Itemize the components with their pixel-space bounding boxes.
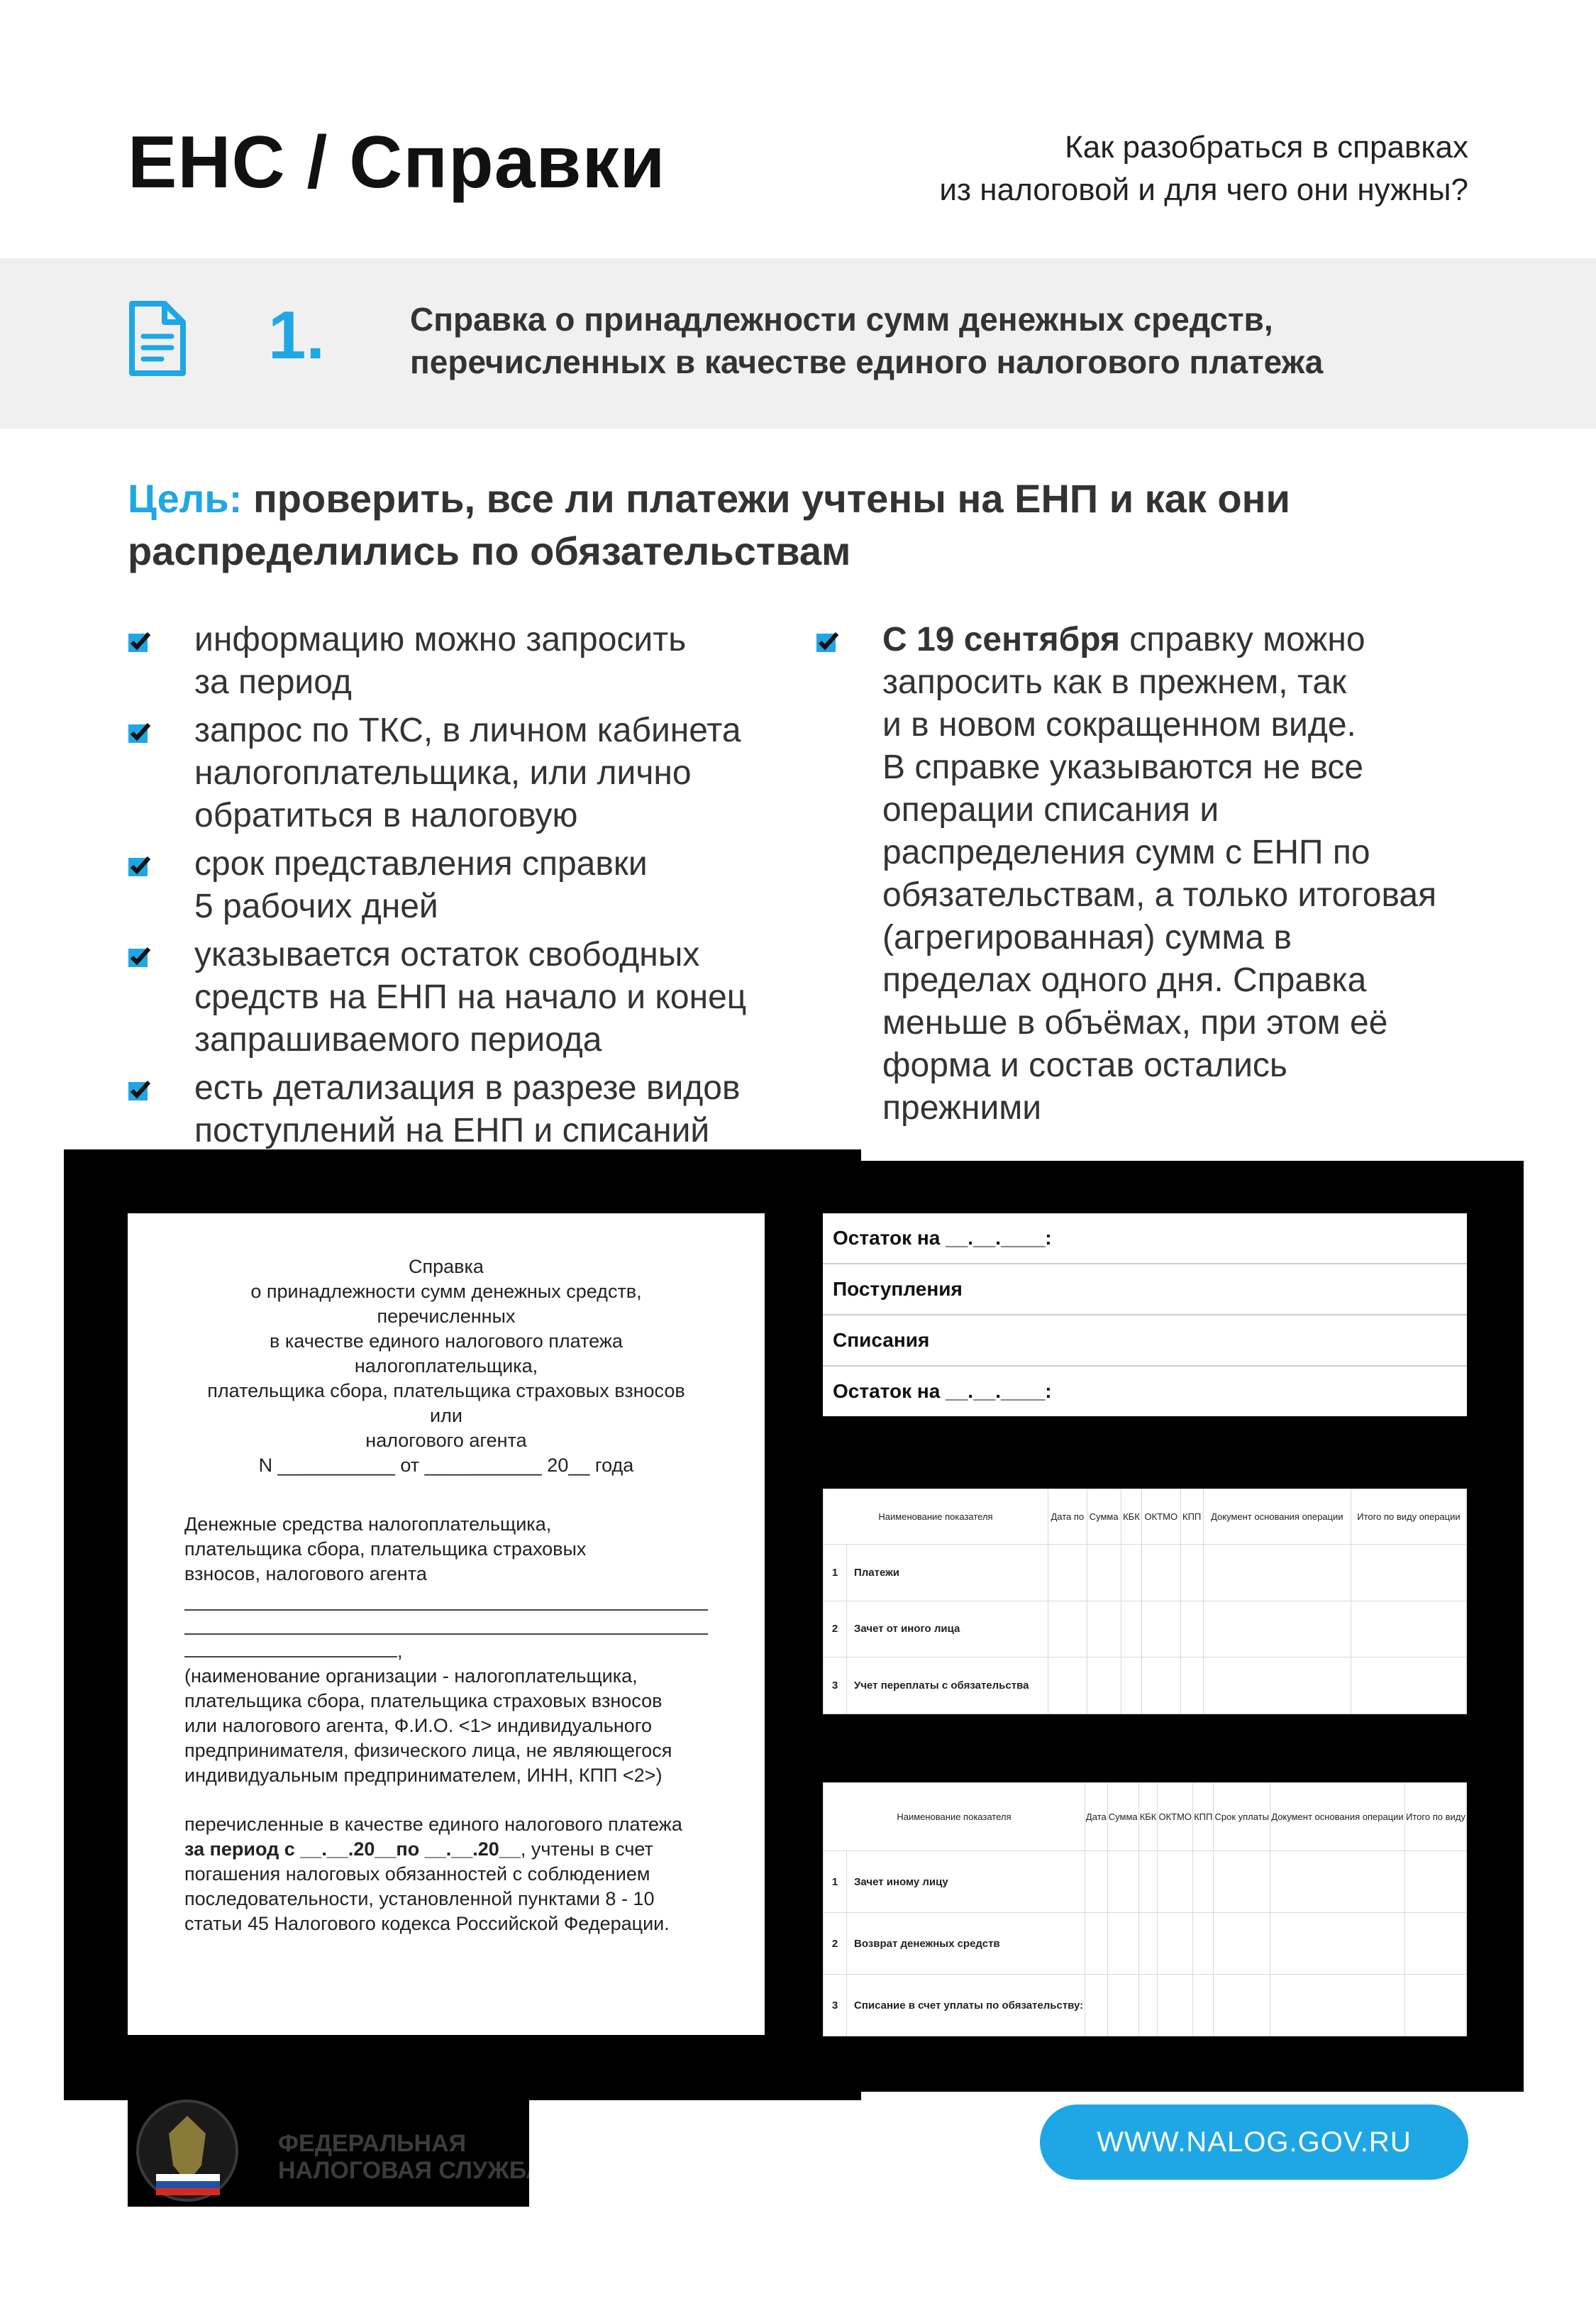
list-item-text: за период: [194, 663, 352, 701]
checkbox-checked-icon: [128, 631, 150, 653]
form-text: или налогового агента, Ф.И.О. <1> индивидуального: [184, 1715, 653, 1736]
form-heading-line: или: [430, 1405, 462, 1426]
form-heading-line: налогоплательщика,: [354, 1355, 538, 1377]
list-item-text: 5 рабочих дней: [194, 888, 438, 925]
list-item: [128, 710, 809, 837]
row-number: 3: [824, 1657, 847, 1714]
column-header: Срок уплаты: [1214, 1783, 1270, 1851]
checkbox-checked-icon: [128, 856, 150, 877]
form-heading-line: налогового агента: [365, 1430, 527, 1451]
table-row: [824, 1657, 1467, 1714]
row-label: Платежи: [847, 1545, 1048, 1601]
form-text: перечисленные в качестве единого налогового платежа: [184, 1814, 682, 1835]
form-heading-line: Справка: [409, 1256, 484, 1277]
form-text: плательщика сбора, плательщика страховых: [184, 1538, 587, 1560]
column-header: КПП: [1180, 1489, 1203, 1545]
fill-line: [184, 1589, 708, 1611]
list-item-text: меньше в объёмах, при этом её: [882, 1004, 1388, 1042]
list-item-text: указывается остаток свободных: [194, 936, 700, 973]
column-header: ОКТМО: [1158, 1783, 1193, 1851]
svg-text:ФЕДЕРАЛЬНАЯ: ФЕДЕРАЛЬНАЯ: [278, 2130, 467, 2157]
list-item-text: операции списания и: [882, 791, 1219, 829]
date-highlight: С 19 сентября: [882, 621, 1120, 658]
row-number: 2: [824, 1601, 847, 1657]
form-text: погашения налоговых обязанностей с соблюдением: [184, 1863, 650, 1885]
table-row: [824, 1601, 1467, 1657]
column-header: Наименование показателя: [824, 1783, 1085, 1851]
balance-row: Списания: [823, 1315, 1467, 1367]
row-label: Учет переплаты с обязательства: [847, 1657, 1048, 1714]
list-item: [128, 843, 809, 928]
column-header: Итого по виду: [1404, 1783, 1466, 1851]
left-checklist: [128, 619, 809, 1201]
certificate-form: [128, 1213, 765, 2035]
form-heading-line: о принадлежности сумм денежных средств,: [250, 1281, 642, 1302]
goal-label: Цель:: [128, 476, 243, 521]
form-body: Денежные средства налогоплательщика, плательщика сбора, плательщика страховых взносов, налогового агента , (наименование организации - налогоплательщика, плательщика сбора, плательщика страховых взносов или налогового агента, Ф.И.О. <1> индивидуального предпринимателя, физического лица, не являющегося индивидуальным предпринимателем, ИНН, КПП <2>) перечисленные в качестве единого налогового платежа за период с __.__.20__по __.__.20__, учтены в счет погашения налоговых обязанностей с соблюдением последовательности, установленной пунктами 8 - 10 статьи 45 Налогового кодекса Российской Федерации.: [128, 1512, 765, 1936]
column-header: ОКТМО: [1142, 1489, 1180, 1545]
form-number-line: N ___________ от ___________ 20__ года: [258, 1455, 634, 1476]
list-item-text: (агрегированная) сумма в: [882, 919, 1292, 956]
list-item-text: прежними: [882, 1089, 1042, 1127]
form-text: индивидуальным предпринимателем, ИНН, КПП <2>): [184, 1765, 663, 1786]
column-header: Итого по виду операции: [1351, 1489, 1466, 1545]
form-heading-line: перечисленных: [377, 1306, 516, 1327]
list-item-text: обязательствам, а только итоговая: [882, 876, 1437, 914]
table-row: [824, 1975, 1467, 2036]
fns-logo: [128, 2095, 529, 2207]
list-item-text: распределения сумм с ЕНП по: [882, 834, 1370, 871]
step-title-line: перечисленных в качестве единого налогового платежа: [410, 343, 1324, 380]
website-link[interactable]: WWW.NALOG.GOV.RU: [1040, 2104, 1468, 2180]
column-header: Сумма: [1087, 1489, 1121, 1545]
list-item-text: справку можно: [1119, 621, 1365, 658]
list-item-text: запрос по ТКС, в личном кабинета: [194, 712, 741, 749]
row-number: 1: [824, 1545, 847, 1601]
column-header: КПП: [1193, 1783, 1214, 1851]
form-text: плательщика сбора, плательщика страховых взносов: [184, 1690, 663, 1711]
list-item-text: средств на ЕНП на начало и конец: [194, 978, 747, 1016]
column-header: Документ основания операции: [1203, 1489, 1351, 1545]
subtitle-line: Как разобраться в справках: [1065, 130, 1468, 165]
list-item: [128, 934, 809, 1061]
column-header: Дата по: [1048, 1489, 1087, 1545]
goal-text: распределились по обязательствам: [128, 529, 851, 573]
row-label: Зачет иному лицу: [847, 1851, 1085, 1913]
form-heading-line: плательщика сбора, плательщика страховых взносов: [207, 1380, 685, 1401]
page-subtitle: [830, 126, 1468, 211]
step-title: [410, 298, 1517, 383]
receipts-table: [823, 1489, 1467, 1714]
form-text: предпринимателя, физического лица, не являющегося: [184, 1740, 672, 1761]
row-label: Списание в счет уплаты по обязательству:: [847, 1975, 1085, 2036]
list-item-text: есть детализация в разрезе видов: [194, 1069, 741, 1107]
column-header: КБК: [1121, 1489, 1141, 1545]
emblem-icon: [128, 2095, 529, 2207]
list-item-text: В справке указываются не все: [882, 749, 1364, 786]
list-item: [128, 619, 809, 704]
checkbox-checked-icon: [816, 631, 838, 653]
list-item-text: запрашиваемого периода: [194, 1021, 602, 1059]
form-heading: [128, 1254, 765, 1478]
form-period: за период с __.__.20__по __.__.20__: [184, 1838, 521, 1860]
balance-row: Поступления: [823, 1264, 1467, 1315]
table-row: [824, 1913, 1467, 1975]
page-title: ЕНС / Справки: [128, 121, 666, 204]
balance-row: Остаток на __.__.____:: [833, 1380, 1052, 1402]
list-item-text: срок представления справки: [194, 845, 648, 883]
fill-line: [184, 1613, 708, 1635]
checkbox-checked-icon: [128, 1080, 150, 1101]
row-number: 2: [824, 1913, 847, 1975]
column-header: Сумма: [1107, 1783, 1138, 1851]
row-label: Зачет от иного лица: [847, 1601, 1048, 1657]
list-item-text: запросить как в прежнем, так: [882, 663, 1347, 701]
table-row: [824, 1851, 1467, 1913]
balance-table: [823, 1213, 1467, 1416]
document-icon: [128, 299, 187, 377]
row-number: 1: [824, 1851, 847, 1913]
step-number: 1.: [268, 297, 326, 373]
form-heading-line: в качестве единого налогового платежа: [270, 1330, 623, 1352]
fill-line: [184, 1638, 397, 1657]
column-header: Документ основания операции: [1270, 1783, 1405, 1851]
column-header: Наименование показателя: [824, 1489, 1048, 1545]
form-text: взносов, налогового агента: [184, 1563, 427, 1584]
list-item-text: пределах одного дня. Справка: [882, 961, 1367, 999]
list-item-text: информацию можно запросить: [194, 621, 687, 658]
column-header: КБК: [1138, 1783, 1158, 1851]
list-item-text: форма и состав остались: [882, 1047, 1287, 1084]
column-header: Дата: [1085, 1783, 1107, 1851]
list-item-text: поступлений на ЕНП и списаний: [194, 1112, 710, 1149]
checkbox-checked-icon: [128, 722, 150, 744]
list-item: [816, 619, 1497, 1130]
form-text: Денежные средства налогоплательщика,: [184, 1513, 552, 1535]
table-row: [824, 1545, 1467, 1601]
goal-text: проверить, все ли платежи учтены на ЕНП и как они: [253, 476, 1290, 521]
list-item-text: обратиться в налоговую: [194, 797, 578, 834]
subtitle-line: из налоговой и для чего они нужны?: [939, 172, 1468, 207]
step-title-line: Справка о принадлежности сумм денежных средств,: [410, 301, 1273, 338]
form-text: , учтены в счет: [520, 1838, 653, 1860]
svg-text:НАЛОГОВАЯ СЛУЖБА: НАЛОГОВАЯ СЛУЖБА: [278, 2157, 529, 2184]
right-checklist: [816, 619, 1497, 1135]
checkbox-checked-icon: [128, 947, 150, 968]
list-item-text: и в новом сокращенном виде.: [882, 706, 1356, 744]
form-text: (наименование организации - налогоплательщика,: [184, 1665, 638, 1687]
row-label: Возврат денежных средств: [847, 1913, 1085, 1975]
goal-statement: [128, 473, 1475, 578]
list-item-text: налогоплательщика, или лично: [194, 754, 692, 792]
balance-row: Остаток на __.__.____:: [823, 1213, 1467, 1264]
row-number: 3: [824, 1975, 847, 2036]
form-text: статьи 45 Налогового кодекса Российской Федерации.: [184, 1913, 670, 1934]
write-offs-table: [823, 1782, 1467, 2036]
form-text: последовательности, установленной пунктами 8 - 10: [184, 1888, 655, 1909]
